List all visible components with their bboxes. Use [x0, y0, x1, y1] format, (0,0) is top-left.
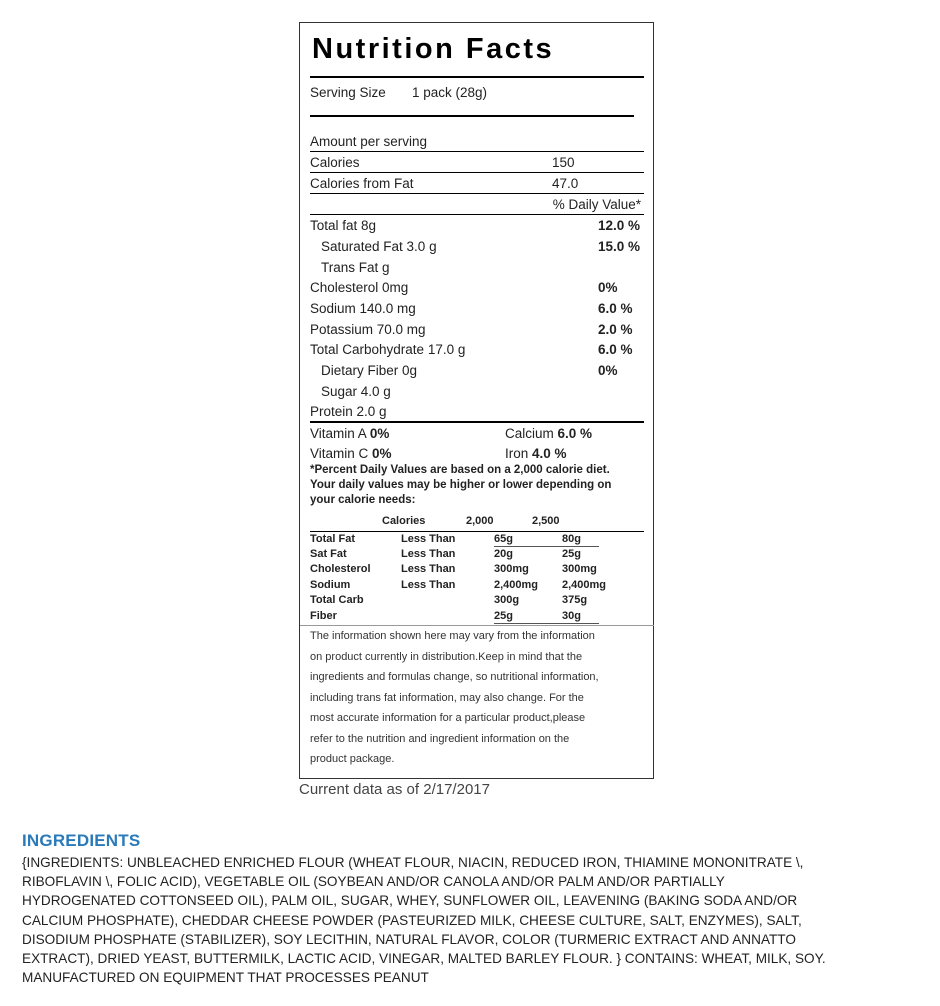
dv-table-cell: Total Carb	[310, 594, 364, 606]
dv-table-cell: Less Than	[401, 533, 456, 545]
dv-table-cell: 25g	[562, 548, 581, 560]
calories-fat-value: 47.0	[552, 176, 579, 191]
nutrient-name-potassium: Potassium 70.0 mg	[310, 322, 426, 337]
nutrient-name-saturated-fat: Saturated Fat 3.0 g	[321, 239, 437, 254]
nutrient-name-sodium: Sodium 140.0 mg	[310, 301, 416, 316]
nutrient-dv-sodium: 6.0 %	[598, 301, 633, 316]
nutrient-name-dietary-fiber: Dietary Fiber 0g	[321, 363, 418, 378]
dv-table-cell: 2,400mg	[494, 579, 539, 591]
dv-table-cell: Total Fat	[310, 533, 356, 545]
dv-table-cell: Sodium	[310, 579, 351, 591]
vitamin-c	[310, 446, 392, 461]
nutrient-dv-dietary-fiber: 0%	[598, 363, 618, 378]
dv-table-cell: Less Than	[401, 563, 456, 575]
iron-label: Iron	[505, 446, 529, 461]
dv-table-rule	[494, 546, 599, 547]
disclaimer-line: The information shown here may vary from the information	[310, 630, 595, 642]
iron	[505, 446, 567, 461]
divider-dv-header	[310, 214, 644, 215]
disclaimer-line: product package.	[310, 753, 395, 765]
data-date-caption: Current data as of 2/17/2017	[299, 781, 490, 798]
nutrition-facts-panel	[299, 22, 654, 779]
nutrient-name-protein: Protein 2.0 g	[310, 404, 387, 419]
ingredients-line: HYDROGENATED COTTONSEED OIL), PALM OIL, SUGAR, WHEY, SUNFLOWER OIL, LEAVENING (BAKING SODA AND/OR	[22, 893, 798, 909]
dv-table-cell: Less Than	[401, 548, 456, 560]
nutrient-name-cholesterol: Cholesterol 0mg	[310, 280, 409, 295]
dv-table-cell: 375g	[562, 594, 588, 606]
nutrient-dv-saturated-fat: 15.0 %	[598, 239, 641, 254]
ingredients-line: DISODIUM PHOSPHATE (STABILIZER), SOY LECITHIN, NATURAL FLAVOR, COLOR (TURMERIC EXTRACT AND ANNATTO	[22, 931, 796, 947]
nutrient-name-trans-fat: Trans Fat g	[321, 260, 390, 275]
footnote-line: *Percent Daily Values are based on a 2,000 calorie diet.	[310, 464, 610, 476]
dv-table-cell: Less Than	[401, 579, 456, 591]
disclaimer-line: ingredients and formulas change, so nutritional information,	[310, 671, 599, 683]
calories-value: 150	[552, 155, 575, 170]
disclaimer-line: most accurate information for a particular product,please	[310, 712, 586, 724]
divider-serving	[310, 115, 634, 117]
divider-title	[310, 76, 644, 78]
serving-size-value: 1 pack (28g)	[412, 85, 488, 100]
dv-table-cell: 65g	[494, 533, 513, 545]
calcium-label: Calcium	[505, 426, 554, 441]
divider-disclaimer	[300, 625, 654, 626]
disclaimer-line: refer to the nutrition and ingredient information on the	[310, 733, 570, 745]
vitamin-a	[310, 426, 389, 441]
dv-table-cell: 300mg	[494, 563, 529, 575]
daily-value-header: % Daily Value*	[552, 197, 641, 212]
dv-table-rule	[494, 623, 599, 624]
nutrient-name-total-carbohydrate: Total Carbohydrate 17.0 g	[310, 342, 466, 357]
dv-table-cell: 25g	[494, 610, 513, 622]
ingredients-line: MANUFACTURED ON EQUIPMENT THAT PROCESSES PEANUT	[22, 970, 429, 986]
dv-table-header-2500: 2,500	[532, 515, 560, 527]
dv-table-cell: 80g	[562, 533, 581, 545]
calcium	[505, 426, 592, 441]
divider-calories-fat	[310, 193, 644, 194]
ingredients-heading: INGREDIENTS	[22, 831, 141, 850]
dv-table-cell: 300g	[494, 594, 520, 606]
dv-table-header-2000: 2,000	[466, 515, 494, 527]
iron-value: 4.0 %	[532, 446, 567, 461]
dv-table-cell: Sat Fat	[310, 548, 347, 560]
ingredients-text	[22, 853, 927, 987]
vitamin-c-value: 0%	[372, 446, 392, 461]
footnote-line: Your daily values may be higher or lower depending on	[310, 479, 612, 491]
serving-size-label: Serving Size	[310, 85, 386, 100]
dv-table-header-calories: Calories	[382, 515, 426, 527]
calories-fat-label: Calories from Fat	[310, 176, 414, 191]
calcium-value: 6.0 %	[557, 426, 593, 441]
dv-table-cell: Cholesterol	[310, 563, 371, 575]
dv-table-cell: 30g	[562, 610, 581, 622]
ingredients-line: EXTRACT), DRIED YEAST, BUTTERMILK, LACTIC ACID, VINEGAR, MALTED BARLEY FLOUR. } CONTAINS: WHEAT, MILK, SOY.	[22, 951, 826, 967]
divider-nutrients	[310, 421, 644, 423]
dv-table-cell: 20g	[494, 548, 513, 560]
disclaimer-line: including trans fat information, may also change. For the	[310, 692, 584, 704]
vitamin-a-label: Vitamin A	[310, 426, 367, 441]
dv-table-cell: Fiber	[310, 610, 337, 622]
vitamin-c-label: Vitamin C	[310, 446, 369, 461]
calories-label: Calories	[310, 155, 360, 170]
nutrient-name-sugar: Sugar 4.0 g	[321, 384, 391, 399]
nutrient-dv-total-fat: 12.0 %	[598, 218, 641, 233]
ingredients-line: RIBOFLAVIN \, FOLIC ACID), VEGETABLE OIL (SOYBEAN AND/OR CANOLA AND/OR PALM AND/OR PARTIALLY	[22, 874, 725, 890]
nutrition-title: Nutrition Facts	[312, 33, 555, 65]
divider-calories	[310, 172, 644, 173]
divider-dv-table	[310, 531, 644, 532]
ingredients-line: CALCIUM PHOSPHATE), CHEDDAR CHEESE POWDER (PASTEURIZED MILK, CHEESE CULTURE, SALT, ENZYMES), SALT,	[22, 912, 802, 928]
nutrient-dv-total-carbohydrate: 6.0 %	[598, 342, 633, 357]
footnote-line: your calorie needs:	[310, 494, 416, 506]
dv-table-cell: 2,400mg	[562, 579, 607, 591]
dv-table-cell: 300mg	[562, 563, 597, 575]
nutrient-name-total-fat: Total fat 8g	[310, 218, 377, 233]
nutrient-dv-potassium: 2.0 %	[598, 322, 633, 337]
amount-per-serving: Amount per serving	[310, 134, 428, 149]
vitamin-a-value: 0%	[369, 426, 390, 441]
nutrient-dv-cholesterol: 0%	[598, 280, 618, 295]
disclaimer-line: on product currently in distribution.Keep in mind that the	[310, 651, 583, 663]
ingredients-line: {INGREDIENTS: UNBLEACHED ENRICHED FLOUR (WHEAT FLOUR, NIACIN, REDUCED IRON, THIAMINE MONONITRATE \,	[22, 855, 804, 870]
divider-amount	[310, 151, 644, 152]
